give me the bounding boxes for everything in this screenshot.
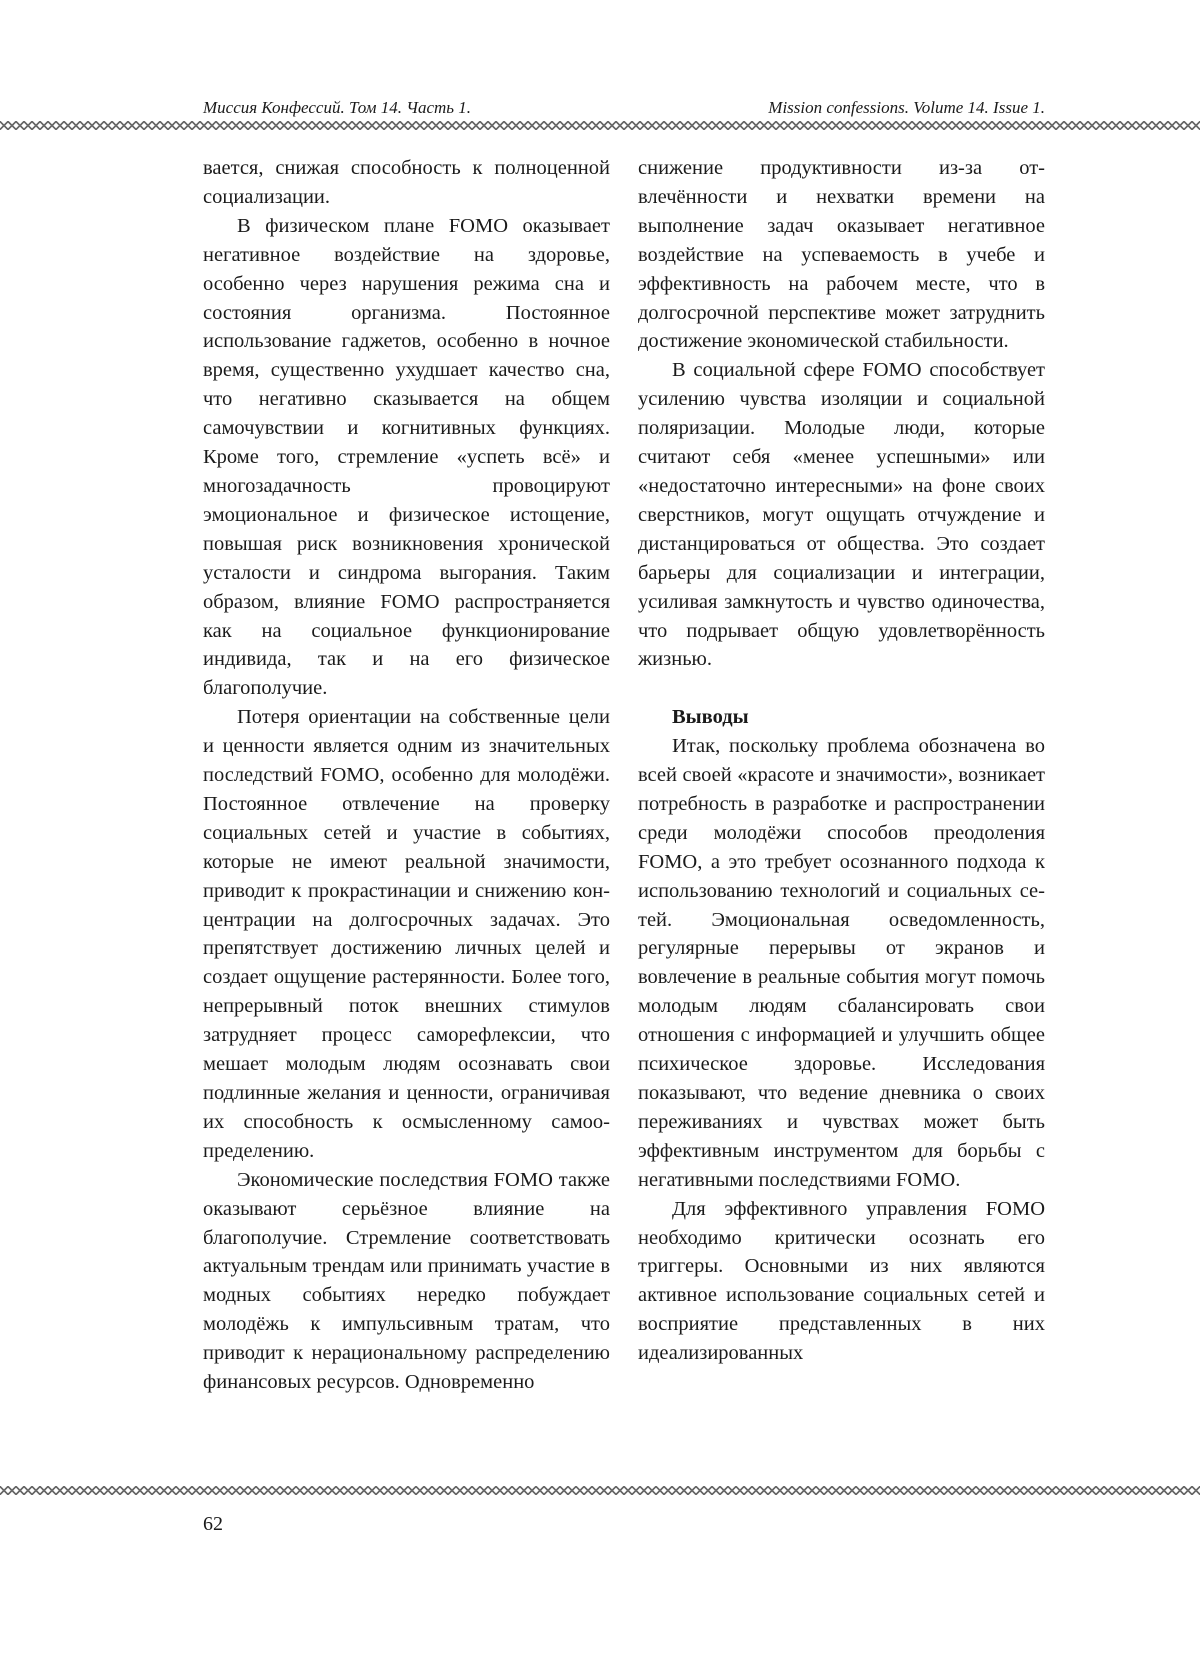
paragraph-productivity: снижение продуктивности из-за отвлечённости и нехватки времени на выполнение задач оказывает негативное воздействие на успеваемость в учебе и эффективность на рабочем месте, что в долгосрочной перспективе может затруднить достижение экономической стабильности. xyxy=(638,157,1045,353)
left-column xyxy=(203,154,610,1397)
paragraph-economic-effects: Экономические последствия FOMO также оказывают серьёзное влияние на благополучие. Стремление соответствовать актуальным трендам или принимать участие в модных событиях нередко побуждает молодёжь к импульсивным тратам, что приводит к нерациональному распределению финансовых ресурсов. Одновременно xyxy=(203,1168,610,1394)
paragraph-physical-effects: В физическом плане FOMO оказывает негативное воздействие на здоровье, особенно через нарушения режима сна и состояния организма. Постоянное использование гаджетов, особенно в ночное время, существенно ухудшает качество сна, что негативно сказывается на общем самочувствии и когнитивных функциях. Кроме того, стремление «успеть всё» и многозадачность провоцируют эмоциональное и физическое истощение, повышая риск возникновения хронической усталости и синдрома выгорания. Таким образом, влияние FOMO распространяется как на социальное функционирование индивида, так и на его физическое благополучие. xyxy=(203,214,610,700)
journal-title-ru: Миссия Конфессий. Том 14. Часть 1. xyxy=(203,98,472,117)
section-heading-conclusions: Выводы xyxy=(672,706,749,729)
running-header xyxy=(203,96,1045,120)
journal-title-en: Mission confessions. Volume 14. Issue 1. xyxy=(768,98,1045,117)
right-column xyxy=(638,154,1045,1368)
paragraph-social-sphere: В социальной сфере FOMO способствует усилению чувства изоляции и социальной поляризации. Молодые люди, которые считают себя «менее успешными» или «недостаточно интересными» на фоне своих сверстников, могут ощущать отчуждение и дистанцироваться от общества. Это создает барьеры для социализации и интеграции, усиливая замкнутость и чувство одиночества, что подрывает общую удовлетворённость жизнью. xyxy=(638,359,1045,671)
paragraph-managing-fomo: Для эффективного управления FOMO необходимо критически осознать его триггеры. Основными из них являются активное использование социальных сетей и восприятие представленных в них идеализированных xyxy=(638,1197,1045,1365)
footer-ornamental-rule xyxy=(0,1486,1200,1495)
paragraph-loss-of-orientation: Потеря ориентации на собственные цели и ценности является одним из значительных последствий FOMO, особенно для молодёжи. Постоянное отвлечение на проверку социальных сетей и участие в событиях, которые не имеют реальной значимости, приводит к прокрастинации и снижению концентрации на долгосрочных задачах. Это препятствует достижению личных целей и создает ощущение растерянности. Более того, непрерывный поток внешних стимулов затрудняет процесс саморефлексии, что мешает молодым людям осознавать свои подлинные желания и ценности, ограничивая их способность к осмысленному самоопределению. xyxy=(203,706,610,1162)
page-number: 62 xyxy=(203,1513,223,1535)
header-ornamental-rule xyxy=(0,121,1200,130)
paragraph-continuation: вается, снижая способность к полноценной социализации. xyxy=(203,157,610,208)
paragraph-conclusions: Итак, поскольку проблема обозначена во всей своей «красоте и значимости», возникает потребность в разработке и распространении среди молодёжи способов преодоления FOMO, а это требует осознанного подхода к использованию технологий и социальных сетей. Эмоциональная осведомленность, регулярные перерывы от экранов и вовлечение в реальные события могут помочь молодым людям сбалансировать свои отношения с информацией и улучшить общее психическое здоровье. Исследования показывают, что ведение дневника о своих переживаниях и чувствах может быть эффективным инструментом для борьбы с негативными последствиями FOMO. xyxy=(638,735,1045,1191)
